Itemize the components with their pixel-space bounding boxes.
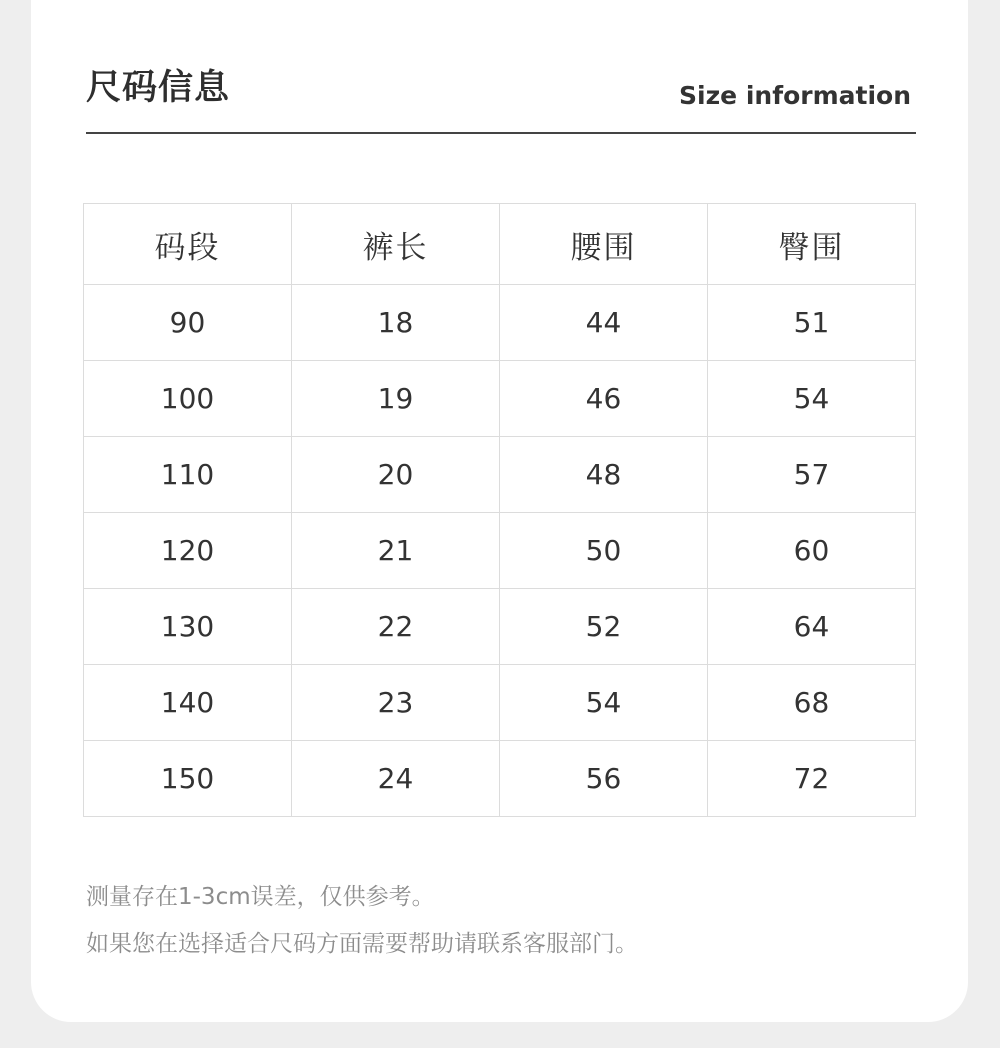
table-cell: 54 bbox=[500, 665, 708, 741]
table-cell: 140 bbox=[84, 665, 292, 741]
table-cell: 46 bbox=[500, 361, 708, 437]
table-row bbox=[84, 665, 916, 741]
table-cell: 100 bbox=[84, 361, 292, 437]
table-row bbox=[84, 741, 916, 817]
page-title: 尺码信息 bbox=[86, 68, 231, 108]
table-cell: 52 bbox=[500, 589, 708, 665]
size-table bbox=[83, 203, 916, 817]
table-cell: 22 bbox=[292, 589, 500, 665]
table-row bbox=[84, 589, 916, 665]
table-cell: 120 bbox=[84, 513, 292, 589]
table-cell: 51 bbox=[708, 285, 916, 361]
table-cell: 56 bbox=[500, 741, 708, 817]
table-cell: 21 bbox=[292, 513, 500, 589]
table-header-row bbox=[84, 204, 916, 285]
table-cell: 54 bbox=[708, 361, 916, 437]
table-cell: 24 bbox=[292, 741, 500, 817]
table-cell: 57 bbox=[708, 437, 916, 513]
column-header-size-range: 码段 bbox=[84, 204, 292, 285]
customer-service-note: 如果您在选择适合尺码方面需要帮助请联系客服部门。 bbox=[86, 931, 638, 957]
table-cell: 60 bbox=[708, 513, 916, 589]
table-cell: 90 bbox=[84, 285, 292, 361]
table-cell: 20 bbox=[292, 437, 500, 513]
table-row bbox=[84, 513, 916, 589]
table-cell: 23 bbox=[292, 665, 500, 741]
table-cell: 130 bbox=[84, 589, 292, 665]
table-cell: 64 bbox=[708, 589, 916, 665]
table-row bbox=[84, 361, 916, 437]
column-header-waist: 腰围 bbox=[500, 204, 708, 285]
column-header-pants-length: 裤长 bbox=[292, 204, 500, 285]
table-row bbox=[84, 437, 916, 513]
table-cell: 68 bbox=[708, 665, 916, 741]
table-cell: 44 bbox=[500, 285, 708, 361]
table-cell: 72 bbox=[708, 741, 916, 817]
table-cell: 19 bbox=[292, 361, 500, 437]
measurement-error-note: 测量存在1-3cm误差，仅供参考。 bbox=[86, 884, 435, 910]
table-cell: 18 bbox=[292, 285, 500, 361]
page-subtitle-en: Size information bbox=[679, 81, 911, 110]
title-divider bbox=[86, 132, 916, 134]
column-header-hip: 臀围 bbox=[708, 204, 916, 285]
table-cell: 50 bbox=[500, 513, 708, 589]
table-cell: 150 bbox=[84, 741, 292, 817]
table-row bbox=[84, 285, 916, 361]
table-cell: 110 bbox=[84, 437, 292, 513]
table-cell: 48 bbox=[500, 437, 708, 513]
